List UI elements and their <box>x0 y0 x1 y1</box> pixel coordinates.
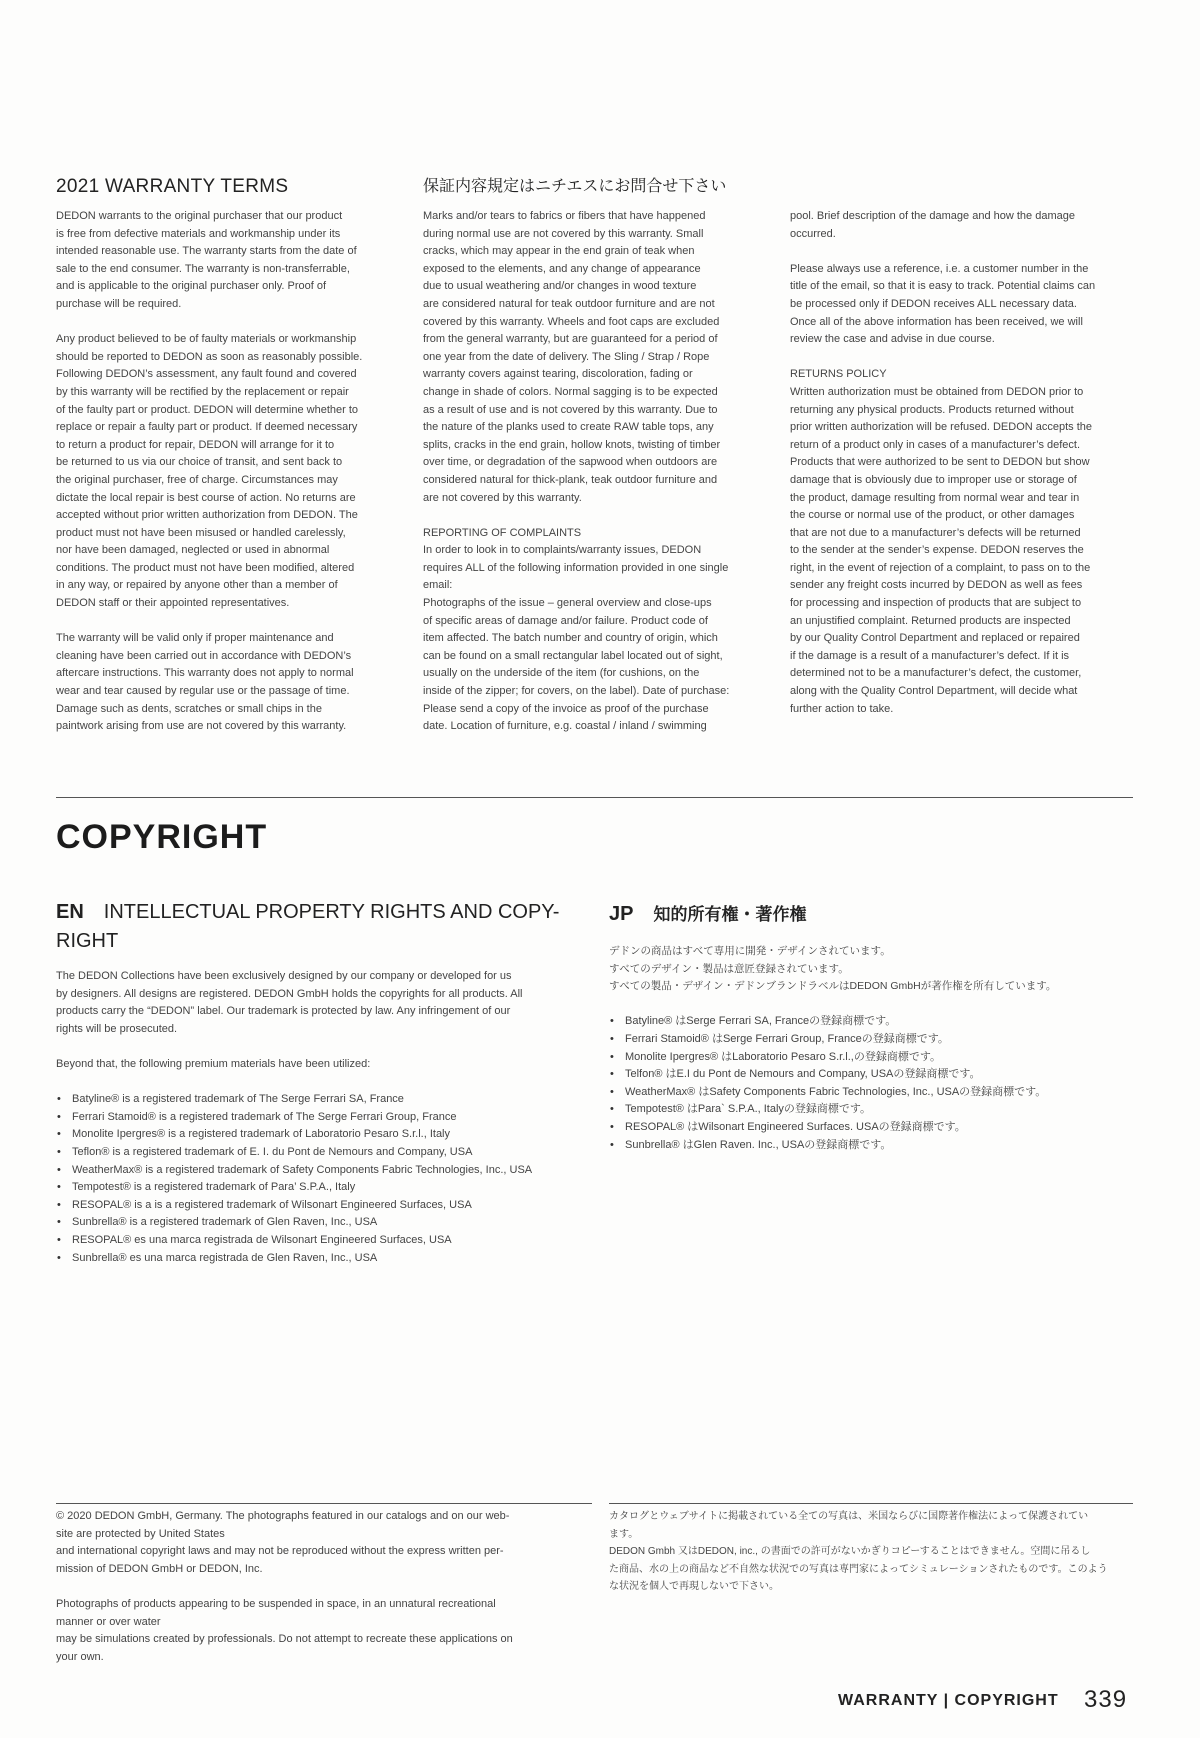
jp-intro <box>609 943 1149 996</box>
list-item: • Tempotest® はPara` S.P.A., Italyの登録商標です。 <box>625 1101 1149 1119</box>
text-line: ます。 <box>609 1528 639 1540</box>
text-line: Written authorization must be obtained from DEDON prior to <box>790 385 1084 398</box>
text-line: site are protected by United States <box>56 1527 225 1540</box>
text-line: usually on the underside of the item (for cushions, on the <box>423 667 700 680</box>
list-item: • Batyline® is a registered trademark of The Serge Ferrari SA, France <box>72 1091 596 1109</box>
footer-rule-right <box>609 1503 1133 1504</box>
list-item: • WeatherMax® is a registered trademark of Safety Components Fabric Technologies, Inc., USA <box>72 1162 596 1180</box>
list-item: • Sunbrella® is a registered trademark of Glen Raven, Inc., USA <box>72 1214 596 1232</box>
list-item: • Tempotest® is a registered trademark of Para’ S.P.A., Italy <box>72 1179 596 1197</box>
jp-heading-text: 知的所有権・著作権 <box>653 905 807 924</box>
footer-jp-text <box>609 1508 1149 1596</box>
complaints-text <box>423 542 773 736</box>
text-line: from the general warranty, but are guaranteed for a period of <box>423 333 718 346</box>
footer-en-text-2 <box>56 1596 596 1666</box>
text-line: prior written authorization will be refused. DEDON accepts the <box>790 421 1093 434</box>
text-line: of specific areas of damage and/or failure. Product code of <box>423 614 708 627</box>
text-line: な状況を個人で再現しないで下さい。 <box>609 1581 779 1593</box>
warranty-col3-text <box>790 208 1140 243</box>
en-heading-line1: INTELLECTUAL PROPERTY RIGHTS AND COPY- <box>103 901 560 923</box>
list-item: • Batyline® はSerge Ferrari SA, Franceの登録商標です。 <box>625 1013 1149 1031</box>
text-line: replace or repair a faulty part or product. If deemed necessary <box>56 421 358 434</box>
text-line: warranty covers against tearing, discoloration, fading or <box>423 368 693 381</box>
text-line: can be found on a small rectangular label located out of sight, <box>423 649 723 662</box>
text-line: © 2020 DEDON GmbH, Germany. The photographs featured in our catalogs and on our web- <box>56 1510 510 1522</box>
text-line: returning any physical products. Products returned without <box>790 403 1074 416</box>
text-line: along with the Quality Control Department, will decide what <box>790 685 1078 698</box>
warranty-column-3 <box>790 208 1140 718</box>
text-line: Damage such as dents, scratches or small chips in the <box>56 702 322 715</box>
en-trademark-list <box>56 1091 596 1267</box>
text-line: The warranty will be valid only if proper maintenance and <box>56 632 334 645</box>
text-line: damage that is obviously due to improper use or storage of <box>790 473 1077 486</box>
text-line: pool. Brief description of the damage and how the damage <box>790 210 1075 222</box>
text-line: date. Location of furniture, e.g. coastal / inland / swimming <box>423 720 707 733</box>
text-line: sender any freight costs incurred by DEDON as well as fees <box>790 579 1083 592</box>
text-line: by our Quality Control Department and replaced or repaired <box>790 632 1080 645</box>
warranty-column-1 <box>56 208 406 736</box>
warranty-jp-title: 保証内容規定はニチエスにお問合せ下さい <box>423 178 727 195</box>
text-line: paintwork arising from use are not covered by this warranty. <box>56 720 347 733</box>
returns-heading: RETURNS POLICY <box>790 368 887 381</box>
en-code: EN <box>56 901 84 923</box>
text-line: すべての製品・デザイン・デドンブランドラベルはDEDON GmbHが著作権を所有しています。 <box>609 980 1057 993</box>
warranty-paragraph <box>56 630 406 736</box>
text-line: to the sender at the sender’s expense. DEDON reserves the <box>790 544 1084 557</box>
text-line: aftercare instructions. This warranty does not apply to normal <box>56 667 354 680</box>
list-item: • RESOPAL® はWilsonart Engineered Surfaces. USAの登録商標です。 <box>625 1119 1149 1137</box>
text-line: デドンの商品はすべて専用に開発・デザインされています。 <box>609 945 891 957</box>
text-line: if the damage is a result of a manufacturer’s defect. If it is <box>790 649 1070 662</box>
text-line: determined not to be a manufacturer’s defect, the customer, <box>790 667 1082 680</box>
text-line: dictate the local repair is best course of action. No returns are <box>56 491 356 504</box>
list-item: • RESOPAL® es una marca registrada de Wilsonart Engineered Surfaces, USA <box>72 1232 596 1250</box>
text-line: manner or over water <box>56 1615 161 1628</box>
text-line: in any way, or repaired by anyone other than a member of <box>56 579 338 592</box>
text-line: The DEDON Collections have been exclusively designed by our company or developed for us <box>56 970 512 982</box>
text-line: review the case and advise in due course. <box>790 333 995 346</box>
text-line: to return a product for repair, DEDON will arrange for it to <box>56 438 335 451</box>
text-line: considered natural for thick-plank, teak outdoor furniture and <box>423 473 718 486</box>
text-line: over time, or degradation of the sapwood when outdoors are <box>423 456 718 469</box>
paragraph-gap <box>56 314 406 332</box>
text-line: right, in the event of rejection of a complaint, to pass on to the <box>790 561 1091 574</box>
text-line: are considered natural for teak outdoor furniture and are not <box>423 297 715 310</box>
text-line: should be reported to DEDON as soon as reasonably possible. <box>56 350 363 363</box>
section-label: WARRANTY | COPYRIGHT <box>838 1692 1059 1709</box>
text-line: Marks and/or tears to fabrics or fibers that have happened <box>423 210 706 222</box>
text-line: た商品、水の上の商品など不自然な状況での写真は専門家によってシミュレーションされたものです。このよう <box>609 1563 1108 1575</box>
text-line: of the faulty part or product. DEDON will determine whether to <box>56 403 359 416</box>
text-line: be processed only if DEDON receives ALL necessary data. <box>790 297 1077 310</box>
text-line: during normal use are not covered by this warranty. Small <box>423 227 704 240</box>
text-line: by this warranty will be rectified by the replacement or repair <box>56 385 349 398</box>
footer-jp <box>609 1508 1149 1596</box>
text-line: すべてのデザイン・製品は意匠登録されています。 <box>609 962 849 975</box>
text-line: as a result of use and is not covered by this warranty. Due to <box>423 403 718 416</box>
text-line: conditions. The product must not have been modified, altered <box>56 561 355 574</box>
list-item: • Telfon® はE.I du Pont de Nemours and Company, USAの登録商標です。 <box>625 1066 1149 1084</box>
text-line: the product, damage resulting from normal wear and tear in <box>790 491 1080 504</box>
text-line: the original purchaser, free of charge. Circumstances may <box>56 473 338 486</box>
text-line: be returned to us via our choice of transit, and sent back to <box>56 456 343 469</box>
list-item: • Monolite Ipergres® はLaboratorio Pesaro S.r.l.,の登録商標です。 <box>625 1049 1149 1067</box>
text-line: due to usual weathering and/or changes in wood texture <box>423 280 697 293</box>
text-line: rights will be prosecuted. <box>56 1022 178 1035</box>
text-line: inside of the zipper; for covers, on the label). Date of purchase: <box>423 685 730 698</box>
text-line: mission of DEDON GmbH or DEDON, Inc. <box>56 1562 263 1575</box>
complaints-heading: REPORTING OF COMPLAINTS <box>423 526 582 539</box>
page-number: 339 <box>1084 1686 1128 1713</box>
warranty-col2-text <box>423 208 773 507</box>
text-line: covered by this warranty. Wheels and foot caps are excluded <box>423 315 720 328</box>
footer-en-text-1 <box>56 1508 596 1578</box>
warranty-col1-body <box>56 208 406 736</box>
en-heading <box>56 898 596 956</box>
text-line: cracks, which may appear in the end grain of teak when <box>423 245 695 258</box>
text-line: splits, cracks in the end grain, hollow knots, twisting of timber <box>423 438 721 451</box>
text-line: are not covered by this warranty. <box>423 491 582 504</box>
text-line: Any product believed to be of faulty materials or workmanship <box>56 333 357 346</box>
list-item: • RESOPAL® is a is a registered trademark of Wilsonart Engineered Surfaces, USA <box>72 1197 596 1215</box>
text-line: intended reasonable use. The warranty starts from the date of <box>56 245 357 258</box>
text-line: Please send a copy of the invoice as proof of the purchase <box>423 702 709 715</box>
text-line: カタログとウェブサイトに掲載されている全ての写真は、米国ならびに国際著作権法によって保護されてい <box>609 1511 1089 1522</box>
text-line: cleaning have been carried out in accordance with DEDON’s <box>56 649 352 662</box>
text-line: DEDON Gmbh 又はDEDON, inc., の書面での許可がないかぎりコピーすることはできません。空間に吊るし <box>609 1546 1091 1558</box>
text-line: nor have been damaged, neglected or used in abnormal <box>56 544 330 557</box>
text-line: further action to take. <box>790 702 894 715</box>
list-item: • Sunbrella® はGlen Raven. Inc., USAの登録商標です。 <box>625 1137 1149 1155</box>
text-line: the nature of the planks used to create RAW table tops, any <box>423 421 714 434</box>
text-line: exposed to the elements, and any change of appearance <box>423 262 701 275</box>
text-line: products carry the “DEDON” label. Our trademark is protected by law. Any infringement of our <box>56 1005 511 1018</box>
text-line: occurred. <box>790 227 836 240</box>
text-line: email: <box>423 579 453 592</box>
text-line: sale to the end consumer. The warranty is non-transferrable, <box>56 262 350 275</box>
list-item: • Ferrari Stamoid® is a registered trademark of The Serge Ferrari Group, France <box>72 1109 596 1127</box>
text-line: DEDON staff or their appointed representatives. <box>56 597 290 610</box>
text-line: item affected. The batch number and country of origin, which <box>423 632 718 645</box>
jp-heading <box>609 900 806 929</box>
text-line: and is applicable to the original purchaser only. Proof of <box>56 280 327 293</box>
text-line: requires ALL of the following information provided in one single <box>423 561 729 574</box>
text-line: and international copyright laws and may not be reproduced without the express written per- <box>56 1545 504 1558</box>
text-line: change in shade of colors. Normal sagging is to be expected <box>423 385 718 398</box>
warranty-title: 2021 WARRANTY TERMS <box>56 176 289 197</box>
footer-en <box>56 1508 596 1666</box>
text-line: is free from defective materials and workmanship under its <box>56 227 341 240</box>
text-line: an unjustified complaint. Returned products are inspected <box>790 614 1071 627</box>
en-beyond: Beyond that, the following premium materials have been utilized: <box>56 1057 371 1070</box>
list-item: • WeatherMax® はSafety Components Fabric Technologies, Inc., USAの登録商標です。 <box>625 1084 1149 1102</box>
text-line: accepted without prior written authorization from DEDON. The <box>56 509 358 522</box>
warranty-paragraph <box>56 208 406 314</box>
list-item: • Teflon® is a registered trademark of E. I. du Pont de Nemours and Company, USA <box>72 1144 596 1162</box>
text-line: Following DEDON’s assessment, any fault found and covered <box>56 368 357 381</box>
text-line: for processing and inspection of products that are subject to <box>790 597 1082 610</box>
en-intro <box>56 968 596 1038</box>
text-line: Once all of the above information has been received, we will <box>790 315 1083 328</box>
returns-text <box>790 384 1140 718</box>
text-line: Photographs of products appearing to be suspended in space, in an unnatural recreational <box>56 1597 496 1610</box>
text-line: the course or normal use of the product, or other damages <box>790 509 1075 522</box>
en-heading-line2: RIGHT <box>56 930 119 952</box>
text-line: by designers. All designs are registered. DEDON GmbH holds the copyrights for all products. All <box>56 987 523 1000</box>
text-line: Products that were authorized to be sent to DEDON but show <box>790 456 1090 469</box>
text-line: Please always use a reference, i.e. a customer number in the <box>790 262 1089 275</box>
list-item: • Sunbrella® es una marca registrada de Glen Raven, Inc., USA <box>72 1250 596 1268</box>
section-divider <box>56 797 1133 798</box>
text-line: wear and tear caused by regular use or the passage of time. <box>56 685 350 698</box>
list-item: • Ferrari Stamoid® はSerge Ferrari Group, Franceの登録商標です。 <box>625 1031 1149 1049</box>
text-line: Photographs of the issue – general overview and close-ups <box>423 597 712 610</box>
text-line: DEDON warrants to the original purchaser that our product <box>56 210 343 222</box>
warranty-paragraph <box>56 331 406 613</box>
text-line: may be simulations created by professionals. Do not attempt to recreate these applications on <box>56 1633 513 1646</box>
copyright-title: COPYRIGHT <box>56 818 268 856</box>
paragraph-gap <box>56 613 406 631</box>
text-line: return of a product only in cases of a manufacturer’s defect. <box>790 438 1081 451</box>
text-line: one year from the date of delivery. The Sling / Strap / Rope <box>423 350 710 363</box>
en-body <box>56 968 596 1267</box>
text-line: your own. <box>56 1650 104 1663</box>
footer-rule-left <box>56 1503 592 1504</box>
jp-code: JP <box>609 903 634 925</box>
jp-trademark-list <box>609 1013 1149 1154</box>
text-line: In order to look in to complaints/warranty issues, DEDON <box>423 544 702 557</box>
jp-body <box>609 943 1149 1154</box>
text-line: that are not due to a manufacturer’s defects will be returned <box>790 526 1081 539</box>
text-line: title of the email, so that it is easy to track. Potential claims can <box>790 280 1096 293</box>
warranty-column-2 <box>423 208 773 736</box>
reference-text <box>790 261 1140 349</box>
list-item: • Monolite Ipergres® is a registered trademark of Laboratorio Pesaro S.r.l., Italy <box>72 1126 596 1144</box>
text-line: product must not have been misused or handled carelessly, <box>56 526 346 539</box>
text-line: purchase will be required. <box>56 297 182 310</box>
